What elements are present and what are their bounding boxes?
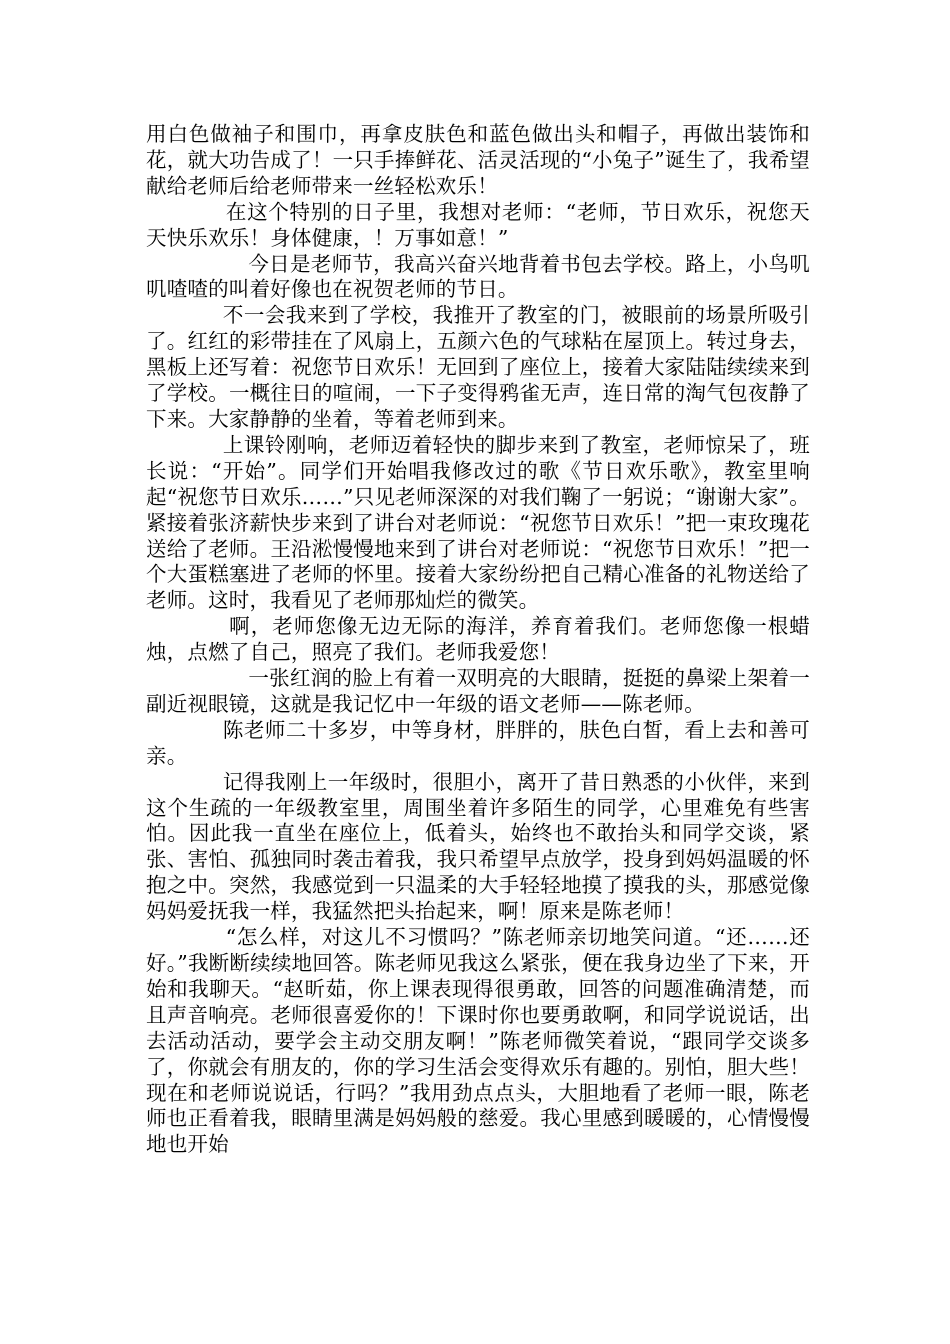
paragraph-7: 一张红润的脸上有着一双明亮的大眼睛，挺挺的鼻梁上架着一副近视眼镜，这就是我记忆中一年级的语文老师——陈老师。 (146, 666, 810, 716)
paragraph-5: 上课铃刚响，老师迈着轻快的脚步来到了教室，老师惊呆了，班长说：“开始”。同学们开始唱我修改过的歌《节日欢乐歌》，教室里响起“祝您节日欢乐……”只见老师深深的对我们鞠了一躬说；“谢谢大家”。紧接着张济薪快步来到了讲台对老师说：“祝您节日欢乐！”把一束玫瑰花送给了老师。王沿淞慢慢地来到了讲台对老师说：“祝您节日欢乐！”把一个大蛋糕塞进了老师的怀里。接着大家纷纷把自己精心准备的礼物送给了老师。这时，我看见了老师那灿烂的微笑。 (146, 432, 810, 613)
paragraph-2: 在这个特别的日子里，我想对老师：“老师，节日欢乐，祝您天天快乐欢乐！身体健康，！万事如意！” (146, 199, 810, 250)
paragraph-3: 今日是老师节，我高兴奋兴地背着书包去学校。路上，小鸟叽叽喳喳的叫着好像也在祝贺老师的节日。 (146, 251, 810, 302)
paragraph-9: 记得我刚上一年级时，很胆小，离开了昔日熟悉的小伙伴，来到这个生疏的一年级教室里，周围坐着许多陌生的同学，心里难免有些害怕。因此我一直坐在座位上，低着头，始终也不敢抬头和同学交谈，紧张、害怕、孤独同时袭击着我，我只希望早点放学，投身到妈妈温暖的怀抱之中。突然，我感觉到一只温柔的大手轻轻地摸了摸我的头，那感觉像妈妈爱抚我一样，我猛然把头抬起来，啊！原来是陈老师！ (146, 769, 810, 924)
paragraph-8: 陈老师二十多岁，中等身材，胖胖的，肤色白皙，看上去和善可亲。 (146, 717, 810, 768)
paragraph-10: “怎么样，对这儿不习惯吗？”陈老师亲切地笑问道。“还……还好。”我断断续续地回答。陈老师见我这么紧张，便在我身边坐了下来，开始和我聊天。“赵昕茹，你上课表现得很勇敢，回答的问题准确清楚，而且声音响亮。老师很喜爱你的！下课时你也要勇敢啊，和同学说说话，出去活动活动，要学会主动交朋友啊！”陈老师微笑着说，“跟同学交谈多了，你就会有朋友的，你的学习生活会变得欢乐有趣的。别怕，胆大些！现在和老师说说话，行吗？”我用劲点点头，大胆地看了老师一眼，陈老师也正看着我，眼睛里满是妈妈般的慈爱。我心里感到暖暖的，心情慢慢地也开始 (146, 925, 810, 1157)
paragraph-6: 啊，老师您像无边无际的海洋，养育着我们。老师您像一根蜡烛，点燃了自己，照亮了我们。老师我爱您！ (146, 614, 810, 665)
essay-text-body (146, 122, 810, 1158)
paragraph-1: 用白色做袖子和围巾，再拿皮肤色和蓝色做出头和帽子，再做出装饰和花，就大功告成了！一只手捧鲜花、活灵活现的“小兔子”诞生了，我希望献给老师后给老师带来一丝轻松欢乐！ (146, 122, 810, 198)
paragraph-4: 不一会我来到了学校，我推开了教室的门，被眼前的场景所吸引了。红红的彩带挂在了风扇上，五颜六色的气球粘在屋顶上。转过身去，黑板上还写着：祝您节日欢乐！无回到了座位上，接着大家陆陆续续来到了学校。一概往日的喧闹，一下子变得鸦雀无声，连日常的淘气包夜静了下来。大家静静的坐着，等着老师到来。 (146, 303, 810, 431)
